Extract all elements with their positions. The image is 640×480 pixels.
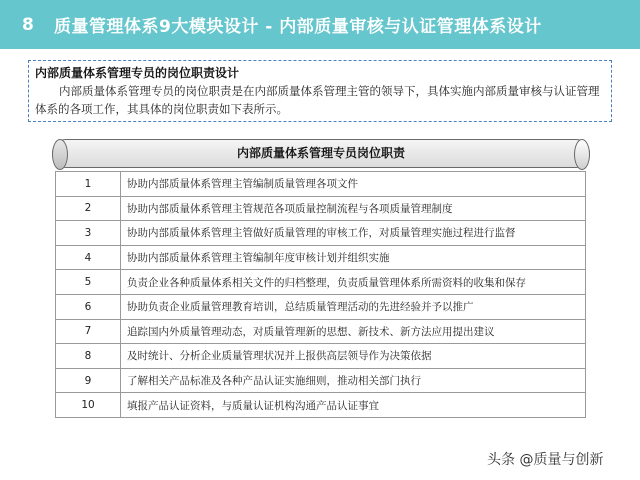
- row-number: 6: [56, 294, 121, 319]
- row-duty: 协助负责企业质量管理教育培训，总结质量管理活动的先进经验并予以推广: [121, 294, 586, 319]
- row-number: 1: [56, 172, 121, 197]
- table-row: [56, 393, 586, 418]
- row-number: 5: [56, 270, 121, 295]
- row-duty: 负责企业各种质量体系相关文件的归档整理，负责质量管理体系所需资料的收集和保存: [121, 270, 586, 295]
- table-row: [56, 270, 586, 295]
- row-number: 9: [56, 368, 121, 393]
- description-title: 内部质量体系管理专员的岗位职责设计: [35, 66, 240, 80]
- table-title: 内部质量体系管理专员岗位职责: [236, 146, 405, 160]
- table-row: [56, 196, 586, 221]
- table-row: [56, 294, 586, 319]
- row-duty: 追踪国内外质量管理动态，对质量管理新的思想、新技术、新方法应用提出建议: [121, 319, 586, 344]
- row-number: 10: [56, 393, 121, 418]
- row-duty: 填报产品认证资料，与质量认证机构沟通产品认证事宜: [121, 393, 586, 418]
- row-duty: 协助内部质量体系管理主管规范各项质量控制流程与各项质量管理制度: [121, 196, 586, 221]
- title-banner: [0, 0, 640, 49]
- duties-table: [55, 171, 586, 418]
- watermark: 头条 @质量与创新: [487, 452, 604, 468]
- row-number: 7: [56, 319, 121, 344]
- row-number: 2: [56, 196, 121, 221]
- row-duty: 了解相关产品标准及各种产品认证实施细则，推动相关部门执行: [121, 368, 586, 393]
- table-row: [56, 221, 586, 246]
- row-duty: 协助内部质量体系管理主管做好质量管理的审核工作，对质量管理实施过程进行监督: [121, 221, 586, 246]
- description-text: 内部质量体系管理专员的岗位职责是在内部质量体系管理主管的领导下，具体实施内部质量审核与认证管理体系的各项工作，其具体的岗位职责如下表所示。: [35, 84, 600, 116]
- row-number: 3: [56, 221, 121, 246]
- table-row: [56, 245, 586, 270]
- row-duty: 及时统计、分析企业质量管理状况并上报供高层领导作为决策依据: [121, 344, 586, 369]
- row-duty: 协助内部质量体系管理主管编制年度审核计划并组织实施: [121, 245, 586, 270]
- table-row: [56, 319, 586, 344]
- page-title: 质量管理体系9大模块设计 - 内部质量审核与认证管理体系设计: [54, 17, 542, 37]
- table-row: [56, 172, 586, 197]
- table-row: [56, 368, 586, 393]
- row-number: 4: [56, 245, 121, 270]
- table-title-scroll: [52, 139, 590, 168]
- table-row: [56, 344, 586, 369]
- description-box: [28, 60, 612, 122]
- section-number: 8: [22, 14, 34, 35]
- row-number: 8: [56, 344, 121, 369]
- row-duty: 协助内部质量体系管理主管编制质量管理各项文件: [121, 172, 586, 197]
